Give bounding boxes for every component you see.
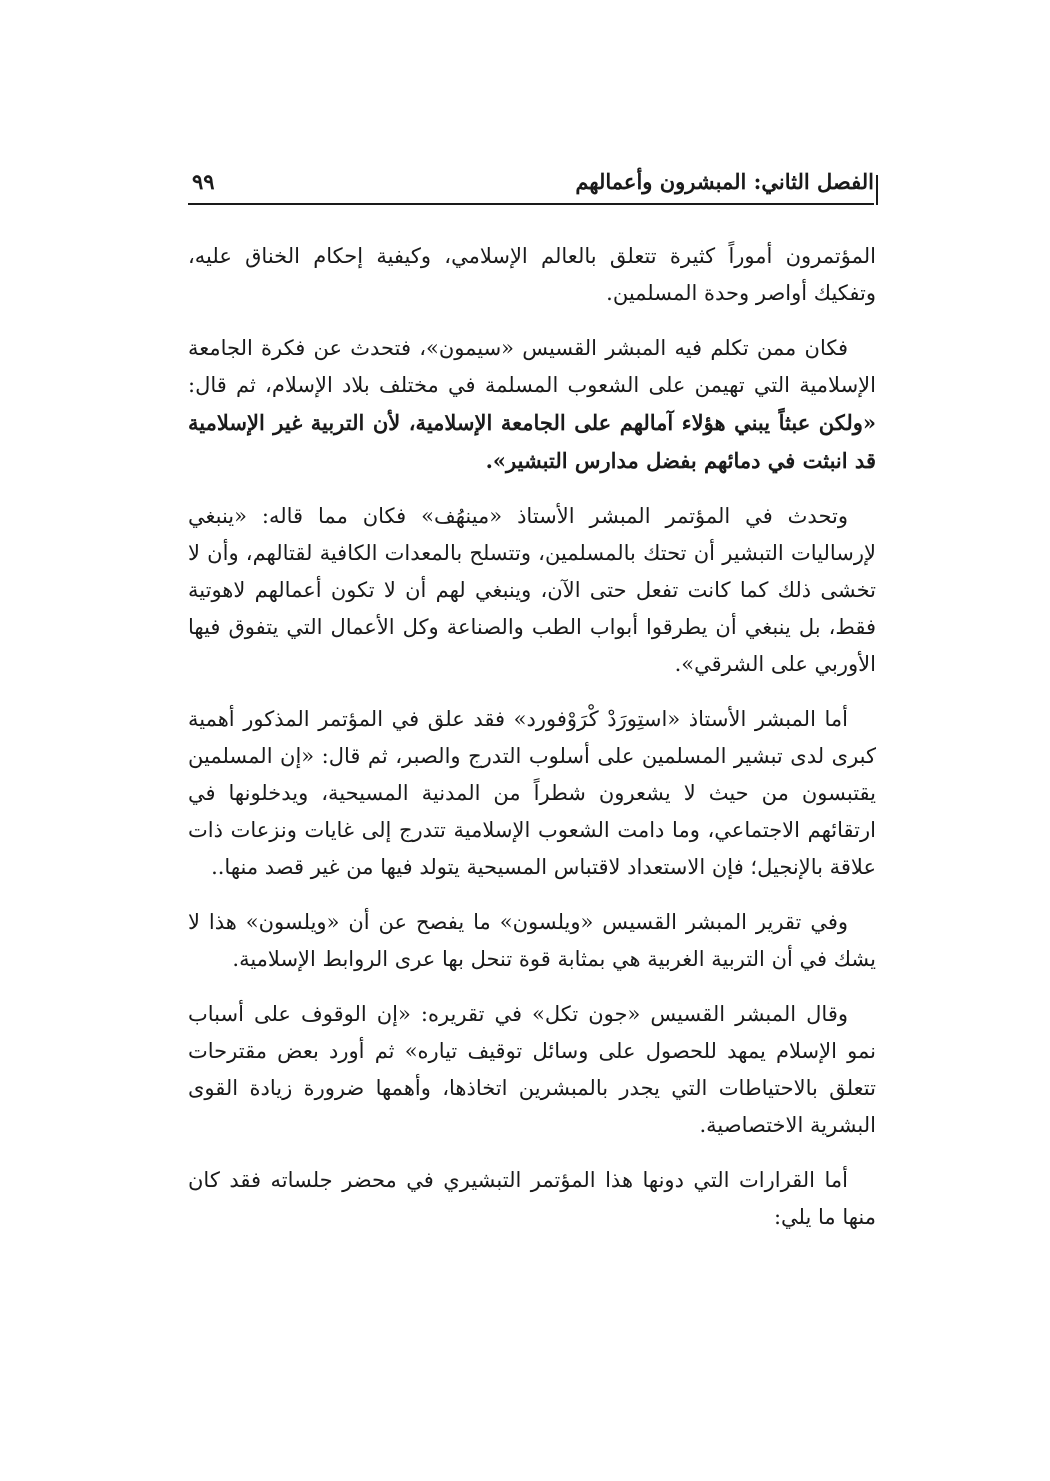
bold-quote: «ولكن عبثاً يبني هؤلاء آمالهم على الجامعة الإسلامية، لأن التربية غير الإسلامية قد انبثت في دمائهم بفضل مدارس التبشير».: [188, 410, 876, 473]
running-header: [188, 165, 874, 205]
paragraph-text: فكان ممن تكلم فيه المبشر القسيس «سيمون»، فتحدث عن فكرة الجامعة الإسلامية التي تهيمن على الشعوب المسلمة في مختلف بلاد الإسلام، ثم قال:: [188, 336, 876, 397]
header-rule: [188, 203, 874, 205]
paragraph: [188, 330, 876, 480]
paragraph: أما المبشر الأستاذ «استِورَدْ كْرَوْفورد» فقد علق في المؤتمر المذكور أهمية كبرى لدى تبشير المسلمين على أسلوب التدرج والصبر، ثم قال: «إن المسلمين يقتبسون من حيث لا يشعرون شطراً من المدنية المسيحية، ويدخلونها في ارتقائهم الاجتماعي، وما دامت الشعوب الإسلامية تتدرج إلى غايات ونزعات ذات علاقة بالإنجيل؛ فإن الاستعداد لاقتباس المسيحية يتولد فيها من غير قصد منها..: [188, 707, 876, 879]
paragraph: وتحدث في المؤتمر المبشر الأستاذ «مينهُف» فكان مما قاله: «ينبغي لإرساليات التبشير أن تحتك بالمسلمين، وتتسلح بالمعدات الكافية لقتالهم، وأن لا تخشى ذلك كما كانت تفعل حتى الآن، وينبغي لهم أن لا تكون أعمالهم لاهوتية فقط، بل ينبغي أن يطرقوا أبواب الطب والصناعة وكل الأعمال التي يتفوق فيها الأوربي على الشرقي».: [188, 504, 876, 676]
body-text: [188, 238, 876, 1254]
header-corner-mark: [876, 175, 878, 205]
chapter-title: الفصل الثاني: المبشرون وأعمالهم: [575, 169, 874, 194]
paragraph: المؤتمرون أموراً كثيرة تتعلق بالعالم الإسلامي، وكيفية إحكام الخناق عليه، وتفكيك أواصر وحدة المسلمين.: [188, 244, 876, 305]
paragraph: وفي تقرير المبشر القسيس «ويلسون» ما يفصح عن أن «ويلسون» هذا لا يشك في أن التربية الغربية هي بمثابة قوة تنحل بها عرى الروابط الإسلامية.: [188, 910, 876, 971]
page-number: ٩٩: [192, 169, 215, 194]
paragraph: وقال المبشر القسيس «جون تكل» في تقريره: «إن الوقوف على أسباب نمو الإسلام يمهد للحصول على وسائل توقيف تياره» ثم أورد بعض مقترحات تتعلق بالاحتياطات التي يجدر بالمبشرين اتخاذها، وأهمها ضرورة زيادة القوى البشرية الاختصاصية.: [188, 1002, 876, 1137]
paragraph: أما القرارات التي دونها هذا المؤتمر التبشيري في محضر جلساته فقد كان منها ما يلي:: [188, 1168, 876, 1229]
